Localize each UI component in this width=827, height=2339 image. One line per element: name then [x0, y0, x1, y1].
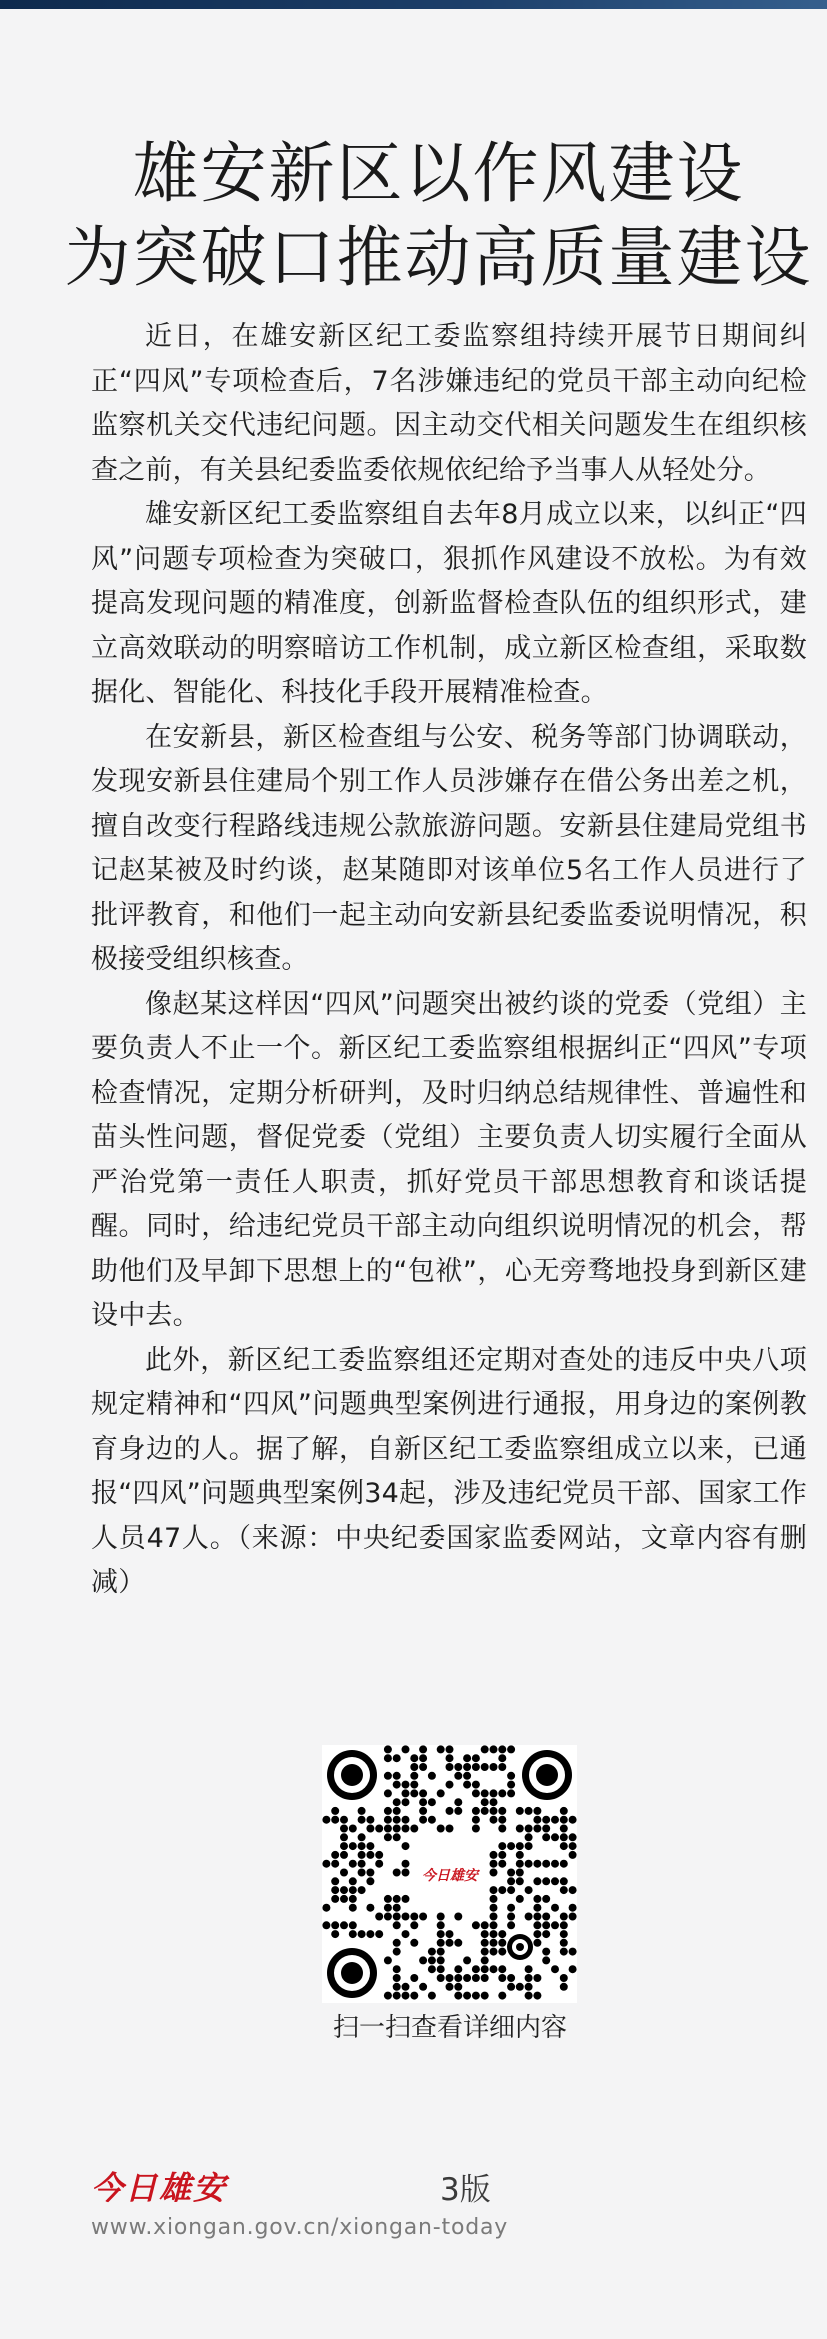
qr-finder-top-left — [327, 1750, 377, 1800]
article-title-line-1: 雄安新区以作风建设 — [132, 135, 745, 213]
article-title — [60, 132, 817, 300]
svg-text:今日雄安: 今日雄安 — [422, 1868, 478, 1884]
top-accent-bar — [0, 0, 827, 9]
article-title-line-2: 为突破口推动高质量建设 — [64, 219, 813, 297]
qr-center-logo — [417, 1840, 483, 1906]
qr-caption: 扫一扫查看详细内容 — [332, 2013, 567, 2043]
qr-alignment-mark — [507, 1934, 533, 1960]
qr-finder-bottom-left — [327, 1948, 377, 1998]
page-number: 3版 — [440, 2172, 491, 2208]
article-paragraph: 像赵某这样因“四风”问题突出被约谈的党委（党组）主要负责人不止一个。新区纪工委监察组根据纠正“四风”专项检查情况，定期分析研判，及时归纳总结规律性、普遍性和苗头性问题，督促党委（党组）主要负责人切实履行全面从严治党第一责任人职责，抓好党员干部思想教育和谈话提醒。同时，给违纪党员干部主动向组织说明情况的机会，帮助他们及早卸下思想上的“包袱”，心无旁骛地投身到新区建设中去。 — [91, 988, 807, 1331]
qr-finder-top-right — [522, 1750, 572, 1800]
article-paragraph: 此外，新区纪工委监察组还定期对查处的违反中央八项规定精神和“四风”问题典型案例进行通报，用身边的案例教育身边的人。据了解，自新区纪工委监察组成立以来，已通报“四风”问题典型案例34起，涉及违纪党员干部、国家工作人员47人。（来源：中央纪委国家监委网站，文章内容有删减） — [91, 1344, 807, 1598]
article-paragraph: 在安新县，新区检查组与公安、税务等部门协调联动，发现安新县住建局个别工作人员涉嫌存在借公务出差之机，擅自改变行程路线违规公款旅游问题。安新县住建局党组书记赵某被及时约谈，赵某随即对该单位5名工作人员进行了批评教育，和他们一起主动向安新县纪委监委说明情况，积极接受组织核查。 — [91, 721, 807, 975]
footer-logo: 今日雄安 — [91, 2169, 228, 2207]
article-paragraph: 近日，在雄安新区纪工委监察组持续开展节日期间纠正“四风”专项检查后，7名涉嫌违纪的党员干部主动向纪检监察机关交代违纪问题。因主动交代相关问题发生在组织核查之前，有关县纪委监委依规依纪给予当事人从轻处分。 — [91, 321, 807, 486]
qr-code — [322, 1745, 577, 2003]
article-paragraph: 雄安新区纪工委监察组自去年8月成立以来，以纠正“四风”问题专项检查为突破口，狠抓作风建设不放松。为有效提高发现问题的精准度，创新监督检查队伍的组织形式，建立高效联动的明察暗访工作机制，成立新区检查组，采取数据化、智能化、科技化手段开展精准检查。 — [91, 499, 807, 708]
footer-url[interactable]: www.xiongan.gov.cn/xiongan-today — [91, 2215, 509, 2240]
article-body — [91, 315, 807, 1606]
